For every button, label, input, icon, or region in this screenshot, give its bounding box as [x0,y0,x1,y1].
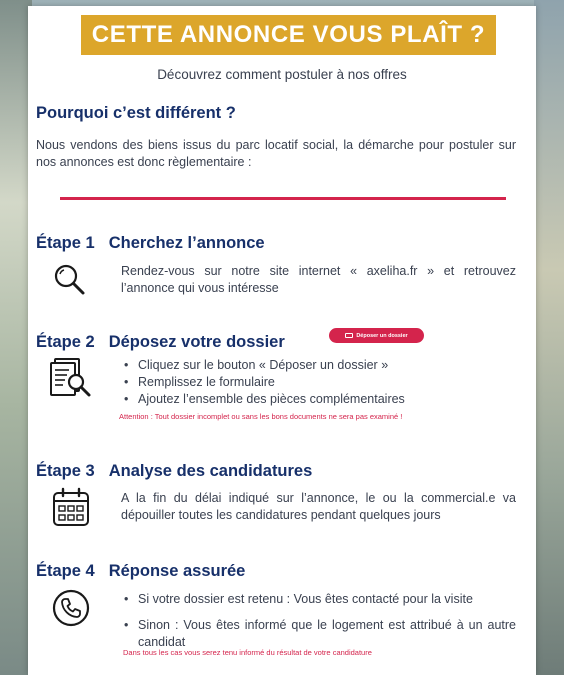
step-4-header [36,562,245,581]
list-item: • Cliquez sur le bouton « Déposer un dossier » [124,357,405,374]
step-2-title: Déposez votre dossier [108,333,285,351]
file-icon [345,333,353,338]
banner-title: CETTE ANNONCE VOUS PLAÎT ? [81,15,496,55]
calendar-icon [52,487,90,527]
step-2-bullets [124,357,405,408]
background-right [534,0,564,675]
step-3-title: Analyse des candidatures [108,462,313,480]
step-1-text: Rendez-vous sur notre site internet « axeliha.fr » et retrouvez l’annonce qui vous intéresse [121,264,516,295]
step-4-title: Réponse assurée [108,562,246,580]
step-1-header [36,234,265,253]
list-item: • Si votre dossier est retenu : Vous êtes contacté pour la visite [124,591,516,608]
step-1-label: Étape 1 [36,234,95,252]
why-text: Nous vendons des biens issus du parc locatif social, la démarche pour postuler sur nos annonces est donc règlementaire : [36,138,516,169]
why-title: Pourquoi c’est différent ? [36,104,236,122]
list-item: • Remplissez le formulaire [124,374,405,391]
phone-icon [52,589,90,627]
divider [60,197,506,200]
deposit-file-button-label: Déposer un dossier [356,332,408,339]
step-2-label: Étape 2 [36,333,95,351]
subtitle: Découvrez comment postuler à nos offres [157,67,407,82]
step-3-text: A la fin du délai indiqué sur l’annonce, le ou la commercial.e va dépouiller toutes les candidatures pendant quelques jours [121,491,516,522]
magnifier-icon [52,262,88,298]
list-item: • Ajoutez l’ensemble des pièces complémentaires [124,391,405,408]
step-4-bullets [124,591,516,651]
info-card [28,6,536,675]
step-1-title: Cherchez l’annonce [108,234,265,252]
step-4-label: Étape 4 [36,562,95,580]
step-2-header [36,333,285,352]
step-3-label: Étape 3 [36,462,95,480]
list-item: • Sinon : Vous êtes informé que le logement est attribué à un autre candidat [124,617,516,651]
step-2-warning: Attention : Tout dossier incomplet ou sans les bons documents ne sera pas examiné ! [119,412,403,421]
deposit-file-button[interactable] [329,328,424,343]
document-search-icon [49,355,93,399]
step-3-header [36,462,312,481]
step-4-note: Dans tous les cas vous serez tenu informé du résultat de votre candidature [123,648,372,657]
